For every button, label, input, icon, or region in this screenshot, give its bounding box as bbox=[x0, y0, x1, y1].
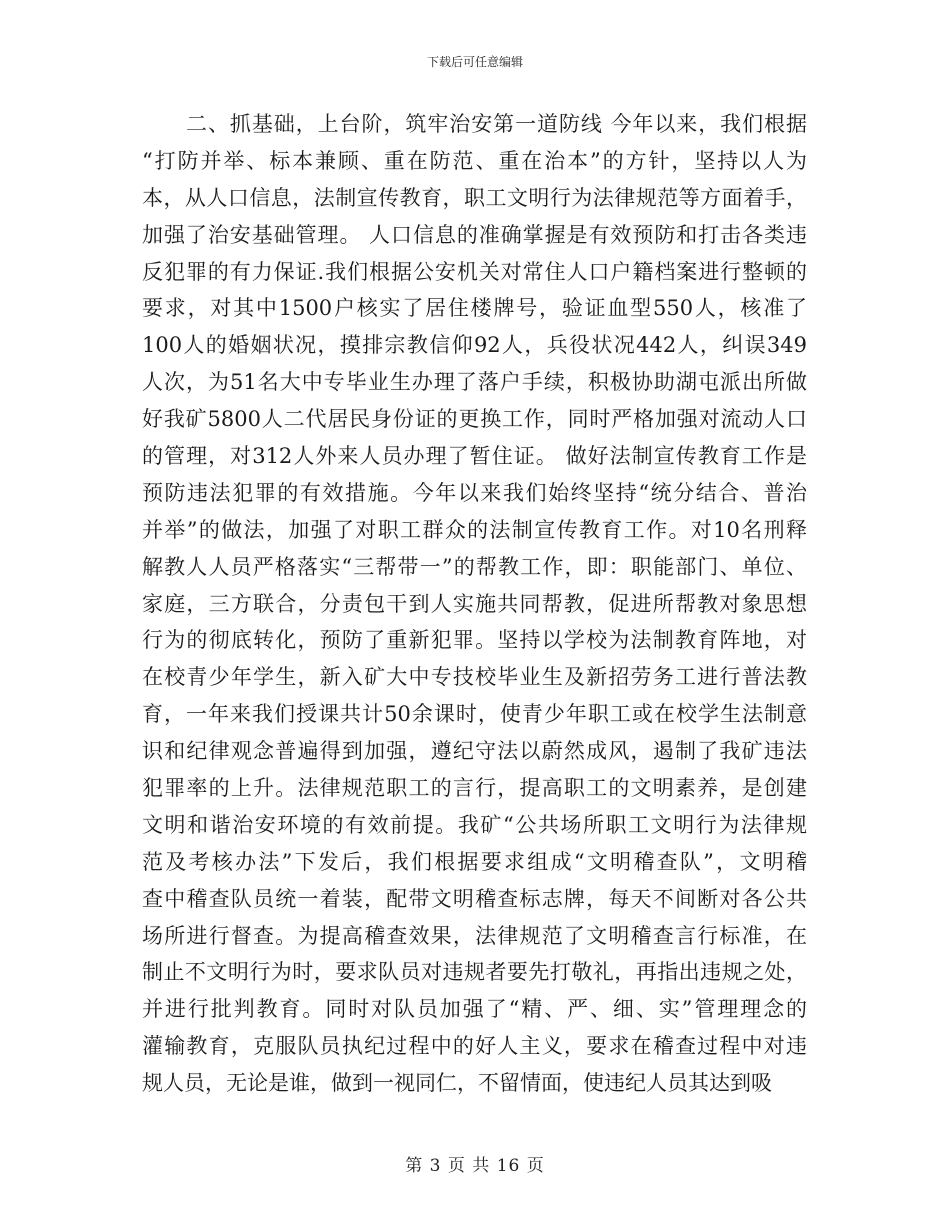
text-line: 本，从人口信息，法制宣传教育，职工文明行为法律规范等方面着手， bbox=[142, 185, 807, 210]
text-line: 制止不文明行为时，要求队员对违规者要先打敬礼，再指出违规之处， bbox=[142, 960, 807, 985]
text-line: 查中稽查队员统一着装，配带文明稽查标志牌，每天不间断对各公共 bbox=[142, 886, 807, 911]
page-header: 下载后可任意编辑 bbox=[426, 55, 523, 69]
text-line: 家庭，三方联合，分责包干到人实施共同帮教，促进所帮教对象思想 bbox=[142, 591, 807, 616]
text-line: 解教人人员严格落实“三帮带一”的帮教工作，即：职能部门、单位、 bbox=[142, 554, 807, 579]
text-line: 并进行批判教育。同时对队员加强了“精、严、细、实”管理理念的 bbox=[142, 997, 807, 1022]
text-line: 文明和谐治安环境的有效前提。我矿“公共场所职工文明行为法律规 bbox=[142, 812, 807, 837]
text-line: 预防违法犯罪的有效措施。今年以来我们始终坚持“统分结合、普治 bbox=[142, 480, 807, 505]
text-line: 育，一年来我们授课共计50余课时，使青少年职工或在校学生法制意 bbox=[142, 702, 807, 727]
text-line: 要求，对其中1500户核实了居住楼牌号，验证血型550人，核准了 bbox=[142, 296, 807, 321]
text-line: 场所进行督查。为提高稽查效果，法律规范了文明稽查言行标准，在 bbox=[142, 923, 807, 948]
body-paragraph bbox=[142, 106, 807, 1102]
text-line: 识和纪律观念普遍得到加强，遵纪守法以蔚然成风，遏制了我矿违法 bbox=[142, 739, 807, 764]
page-number-footer: 第 3 页 共 16 页 bbox=[405, 1156, 545, 1176]
text-line: 行为的彻底转化，预防了重新犯罪。坚持以学校为法制教育阵地，对 bbox=[142, 628, 807, 653]
text-line: 人次，为51名大中专毕业生办理了落户手续，积极协助湖屯派出所做 bbox=[142, 370, 807, 395]
text-line: 犯罪率的上升。法律规范职工的言行，提高职工的文明素养，是创建 bbox=[142, 776, 807, 801]
text-line: 反犯罪的有力保证.我们根据公安机关对常住人口户籍档案进行整顿的 bbox=[142, 259, 807, 284]
text-line: 二、抓基础，上台阶，筑牢治安第一道防线 今年以来，我们根据 bbox=[186, 112, 807, 136]
text-line: 规人员，无论是谁，做到一视同仁，不留情面，使违纪人员其达到吸 bbox=[142, 1071, 772, 1096]
text-line: 范及考核办法”下发后，我们根据要求组成“文明稽查队”，文明稽 bbox=[142, 849, 807, 874]
text-line: 加强了治安基础管理。 人口信息的准确掌握是有效预防和打击各类违 bbox=[142, 222, 807, 247]
text-line: “打防并举、标本兼顾、重在防范、重在治本”的方针，坚持以人为 bbox=[142, 148, 807, 173]
text-line: 灌输教育，克服队员执纪过程中的好人主义，要求在稽查过程中对违 bbox=[142, 1034, 807, 1059]
text-line: 的管理，对312人外来人员办理了暂住证。 做好法制宣传教育工作是 bbox=[142, 444, 807, 469]
text-line: 在校青少年学生，新入矿大中专技校毕业生及新招劳务工进行普法教 bbox=[142, 665, 807, 690]
text-line: 并举”的做法，加强了对职工群众的法制宣传教育工作。对10名刑释 bbox=[142, 517, 807, 542]
text-line: 100人的婚姻状况，摸排宗教信仰92人，兵役状况442人，纠误349 bbox=[142, 333, 807, 358]
text-line: 好我矿5800人二代居民身份证的更换工作，同时严格加强对流动人口 bbox=[142, 407, 807, 432]
